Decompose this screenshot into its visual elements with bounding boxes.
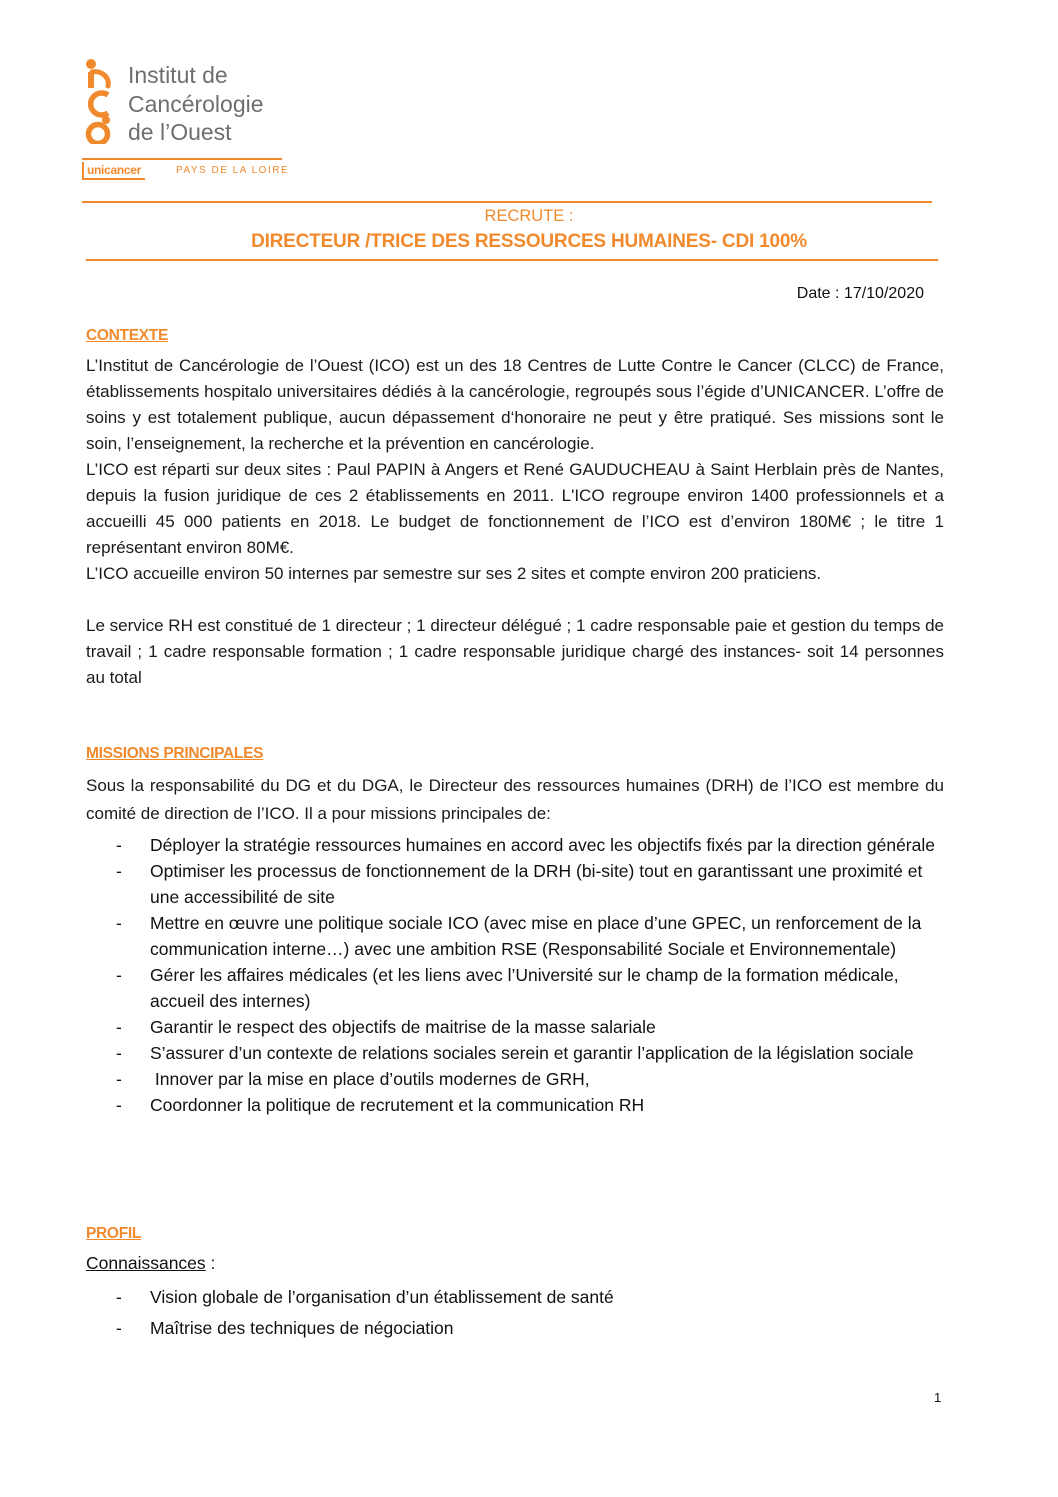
- page-number: 1: [934, 1390, 942, 1405]
- contexte-paragraph: L’ICO est réparti sur deux sites : Paul PAPIN à Angers et René GAUDUCHEAU à Saint Herblain près de Nantes, depuis la fusion juridique de ces 2 établissements en 2011. L'ICO regroupe environ 1400 professionnels et a accueilli 45 000 patients en 2018. Le budget de fonctionnement de l’ICO est d’environ 180M€ ; le titre 1 représentant environ 80M€.: [86, 460, 944, 557]
- contexte-paragraph: L’ICO accueille environ 50 internes par semestre sur ses 2 sites et compte environ 200 praticiens.: [86, 564, 822, 583]
- region-text: PAYS DE LA LOIRE: [176, 165, 290, 176]
- ico-logo-mark-icon: [82, 58, 116, 144]
- title-rule-bottom: [86, 259, 938, 261]
- recrute-label: RECRUTE :: [484, 207, 574, 225]
- list-item: - Optimiser les processus de fonctionnement de la DRH (bi-site) tout en garantissant une proximité et une accessibilité de site: [116, 861, 923, 907]
- logo-line-2: Cancérologie: [128, 90, 264, 117]
- list-item: - Vision globale de l’organisation d’un établissement de santé: [116, 1287, 614, 1307]
- document-date: Date : 17/10/2020: [796, 285, 924, 302]
- contexte-paragraph: Le service RH est constitué de 1 directeur ; 1 directeur délégué ; 1 cadre responsable paie et gestion du temps de travail ; 1 cadre responsable formation ; 1 cadre responsable juridique chargé des instances- soit 14 personnes au total: [86, 616, 944, 687]
- logo-line-1: Institut de: [128, 62, 228, 88]
- list-item: - Mettre en œuvre une politique sociale ICO (avec mise en place d’une GPEC, un renforcement de la communication interne…) avec une ambition RSE (Responsabilité Sociale et Environnementale): [116, 913, 922, 959]
- list-item: - Coordonner la politique de recrutement et la communication RH: [116, 1095, 645, 1115]
- list-item: - Déployer la stratégie ressources humaines en accord avec les objectifs fixés par la direction générale: [116, 835, 935, 855]
- list-item: - Gérer les affaires médicales (et les liens avec l’Université sur le champ de la formation médicale, accueil des internes): [116, 965, 899, 1011]
- contexte-body: [86, 353, 944, 691]
- unicancer-logo-text: unicancer: [82, 162, 145, 180]
- contexte-paragraph: L’Institut de Cancérologie de l’Ouest (ICO) est un des 18 Centres de Lutte Contre le Cancer (CLCC) de France, établissements hospitalo universitaires dédiés à la cancérologie, regroupés sous l’égide d’UNICANCER. L’offre de soins y est totalement publique, aucun dépassement d‘honoraire ne peut y être pratiqué. Ses missions sont le soin, l’enseignement, la recherche et la prévention en cancérologie.: [86, 356, 944, 453]
- list-item: - Innover par la mise en place d’outils modernes de GRH,: [116, 1069, 590, 1089]
- contexte-heading: CONTEXTE: [86, 327, 168, 344]
- connaissances-label-text: Connaissances: [86, 1253, 206, 1273]
- logo-divider: [82, 158, 282, 160]
- missions-intro: [86, 772, 944, 828]
- ico-logo: [82, 58, 292, 188]
- ico-logo-name: [128, 61, 264, 147]
- logo-line-3: de l’Ouest: [128, 119, 232, 145]
- missions-heading: MISSIONS PRINCIPALES: [86, 745, 264, 762]
- profil-heading: PROFIL: [86, 1225, 142, 1242]
- title-rule-top: [82, 201, 932, 203]
- connaissances-label: Connaissances :: [86, 1253, 216, 1273]
- missions-intro-text: Sous la responsabilité du DG et du DGA, le Directeur des ressources humaines (DRH) de l’ICO est membre du comité de direction de l’ICO. Il a pour missions principales de:: [86, 776, 944, 823]
- missions-list: [86, 832, 946, 1118]
- list-item: - S’assurer d’un contexte de relations sociales serein et garantir l’application de la législation sociale: [116, 1043, 914, 1063]
- profil-list: [86, 1282, 946, 1344]
- job-title: DIRECTEUR /TRICE DES RESSOURCES HUMAINES- CDI 100%: [251, 231, 807, 252]
- list-item: - Maîtrise des techniques de négociation: [116, 1318, 454, 1338]
- list-item: - Garantir le respect des objectifs de maitrise de la masse salariale: [116, 1017, 656, 1037]
